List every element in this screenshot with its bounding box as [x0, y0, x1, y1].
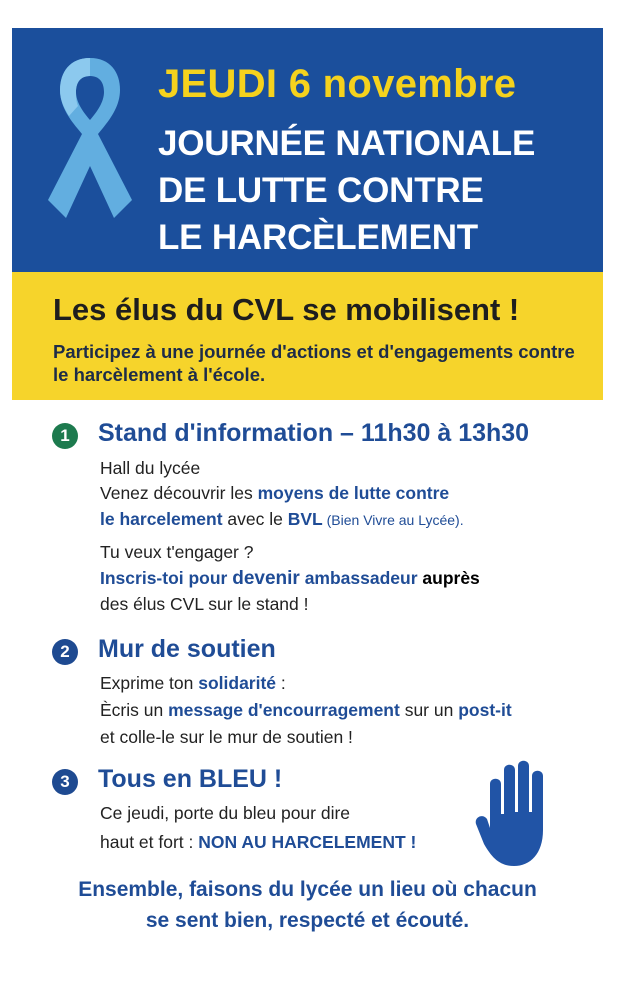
text: Exprime ton — [100, 673, 199, 693]
highlight: devenir — [232, 568, 300, 589]
section-number-3: 3 — [52, 769, 78, 795]
wall-line-3: et colle-le sur le mur de soutien ! — [100, 727, 353, 747]
section-title-3: Tous en BLEU ! — [98, 765, 283, 793]
header-title-line-1: JOURNÉE NATIONALE — [158, 124, 536, 163]
header-title-line-2: DE LUTTE CONTRE — [158, 171, 484, 210]
header-title-line-3: LE HARCÈLEMENT — [158, 218, 478, 257]
text: sur un — [399, 700, 459, 720]
section-number-1: 1 — [52, 423, 78, 449]
text: auprès — [422, 568, 480, 588]
wall-line-2 — [100, 700, 512, 721]
engage-question: Tu veux t'engager ? — [100, 542, 254, 562]
band-title: Les élus du CVL se mobilisent ! — [53, 292, 520, 327]
stand-line-1 — [100, 483, 449, 504]
bvl-note: (Bien Vivre au Lycée). — [322, 512, 464, 528]
highlight: moyens de lutte contre — [257, 483, 450, 503]
section-title-1: Stand d'information – 11h30 à 13h30 — [98, 419, 530, 447]
wall-line-1 — [100, 673, 286, 694]
stand-location: Hall du lycée — [100, 458, 201, 478]
highlight: NON AU HARCELEMENT ! — [198, 832, 417, 852]
awareness-ribbon-icon — [42, 50, 138, 225]
text: : — [276, 673, 286, 693]
header-banner — [12, 28, 603, 272]
poster — [12, 28, 603, 940]
blue-line-1: Ce jeudi, porte du bleu pour dire — [100, 803, 351, 823]
event-date: JEUDI 6 novembre — [158, 62, 517, 106]
stand-line-2 — [100, 509, 464, 530]
text: avec le — [222, 509, 288, 529]
section-number-2: 2 — [52, 639, 78, 665]
closing-line-1: Ensemble, faisons du lycée un lieu où chacun — [78, 878, 537, 901]
closing-line-2: se sent bien, respecté et écouté. — [145, 909, 470, 932]
stand-line-3 — [100, 568, 480, 590]
section-title-2: Mur de soutien — [98, 635, 276, 663]
highlight: ambassadeur — [299, 568, 418, 588]
highlight: solidarité — [198, 673, 277, 693]
text: Ècris un — [100, 700, 169, 720]
highlight: BVL — [287, 509, 323, 529]
highlight: post-it — [458, 700, 512, 720]
highlight: le harcelement — [100, 509, 223, 529]
closing-message — [12, 874, 603, 936]
stand-line-4: des élus CVL sur le stand ! — [100, 594, 309, 614]
blue-line-2 — [100, 832, 416, 853]
text: Venez découvrir les — [100, 483, 258, 503]
text: haut et fort : — [100, 832, 199, 852]
mobilisation-band — [12, 272, 603, 400]
band-subtitle: Participez à une journée d'actions et d'engagements contre le harcèlement à l'école. — [53, 341, 575, 385]
highlight: Inscris-toi pour — [100, 568, 233, 588]
highlight: message d'encourragement — [168, 700, 400, 720]
raised-hand-icon — [474, 758, 558, 868]
